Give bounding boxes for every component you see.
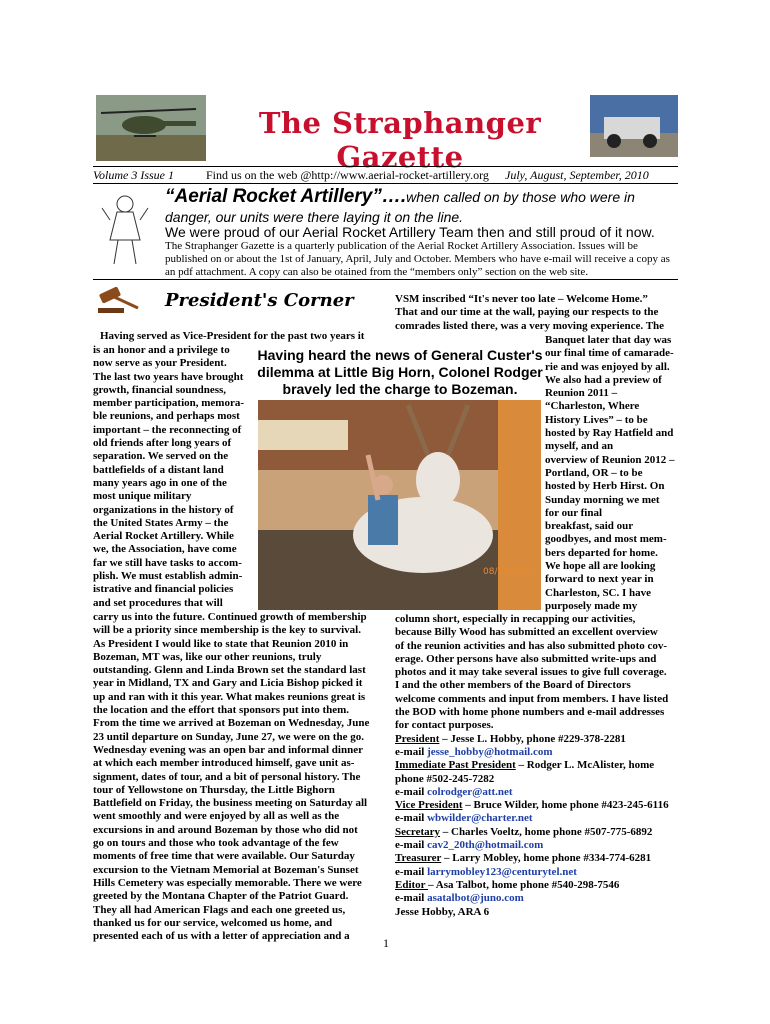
text-line: go on tours and those who took advantage of the few (93, 837, 339, 850)
text-line: for our final (545, 506, 603, 519)
masthead-rule-top (93, 166, 678, 167)
officer-role: Immediate Past President (395, 759, 516, 772)
text-line: overview of Reunion 2012 – (545, 453, 675, 466)
text-line: our final time of camarade- (545, 347, 674, 360)
text-line: hosted by Herb Hirst. On (545, 480, 665, 493)
text-line: member participation, memora- (93, 397, 245, 410)
officer-role: President (395, 732, 440, 745)
email-label: e-mail (395, 785, 428, 798)
text-line: I and the other members of the Board of Directors (395, 679, 631, 692)
officer-role: Treasurer (395, 852, 442, 865)
text-line: Wednesday evening was an open bar and informal dinner (93, 743, 363, 756)
banner-title-sub: when called on by those who were in (406, 189, 635, 205)
text-line: signment, dates of tour, and a bit of personal history. The (93, 770, 361, 783)
right-narrow-column (545, 334, 678, 613)
text-line: of the reunion activities and has also submitted photo cov- (395, 639, 668, 652)
officer-role: Secretary (395, 825, 440, 838)
text-line: ble reunions, and perhaps most (93, 410, 240, 423)
text-line: is an honor and a privilege to (93, 344, 230, 356)
right-lower-column (395, 613, 680, 919)
text-line: organizations in the history of (93, 503, 234, 516)
text-line: rie and was enjoyed by all. (545, 360, 670, 373)
text-line: The last two years have brought (93, 370, 244, 383)
text-line: the United States Army – the (93, 516, 229, 529)
text-line: We hope all are looking (545, 560, 656, 573)
text-line: for contact purposes. (395, 719, 494, 732)
jackalope-photo (258, 400, 541, 610)
gavel-icon (96, 282, 142, 316)
banner-line-2: danger, our units were there laying it on the line. (165, 209, 464, 225)
officer-line (395, 759, 680, 786)
officer-line (395, 826, 680, 839)
banner-title-main: “Aerial Rocket Artillery”…. (165, 186, 407, 207)
officer-list (395, 733, 680, 906)
text-line: VSM inscribed “It's never too late – Welcome Home.” (395, 293, 648, 305)
text-line: Aerial Rocket Artillery. While (93, 530, 234, 543)
text-line: excursions in and around Bozeman by those who did not (93, 823, 358, 836)
text-line: erage. Other persons have also submitted write-ups and (395, 652, 657, 665)
text-line: year in Midland, TX and Gary and Licia Bishop picked it (93, 677, 363, 690)
text-line: History Lives” – to be (545, 413, 648, 426)
text-line: the location and the effort that sponsors put into them. (93, 704, 350, 717)
intro-paragraph: The Straphanger Gazette is a quarterly publication of the Aerial Rocket Artillery Association. Issues will be published on or about the 1st of January, April, July and October. Members who have e-mail will receive a copy as an pdf attachment. A copy can also be otained from the “members only” section on the web site. (165, 240, 670, 278)
text-line: photos and it may take several issues to give full coverage. (395, 666, 667, 679)
text-line: the BOD with home phone numbers and e-mail addresses (395, 706, 665, 719)
text-line: goodbyes, and most mem- (545, 533, 667, 546)
email-label: e-mail (395, 745, 428, 758)
text-line: Charleston, SC. I have (545, 586, 652, 599)
email-label: e-mail (395, 892, 428, 905)
text-line: will be a priority since membership is the key to survival. (93, 624, 361, 637)
officer-line (395, 799, 680, 812)
email-link[interactable]: larrymobley123@centurytel.net (427, 865, 577, 878)
text-line: As President I would like to state that Reunion 2010 in (93, 637, 349, 650)
officer-email-line (395, 786, 680, 799)
right-lower-paragraph (395, 613, 680, 733)
text-line: plish. We must establish admin- (93, 570, 243, 583)
text-line: battlefields of a distant land (93, 463, 224, 476)
officer-role: Vice President (395, 799, 463, 812)
text-line: at which each member introduced himself, gave unit as- (93, 757, 355, 770)
text-line: Battlefield on Friday, the business meeting on Saturday all (93, 797, 368, 810)
text-line: We also had a preview of (545, 373, 662, 386)
text-line: most unique military (93, 490, 192, 503)
website-line[interactable]: Find us on the web @http://www.aerial-rocket-artillery.org (206, 168, 489, 182)
text-line: moments of free time that were available. Our Saturday (93, 850, 355, 863)
text-line: That and our time at the wall, paying our respects to the (395, 306, 659, 319)
text-line: myself, and an (545, 440, 614, 453)
officer-line (395, 852, 680, 865)
officer-details: – Jesse L. Hobby, phone #229-378-2281 (439, 732, 626, 745)
vehicle-photo (590, 95, 678, 157)
officer-details: – Asa Talbot, home phone #540-298-7546 (428, 878, 620, 891)
text-line: carry us into the future. Continued growth of membership (93, 611, 367, 623)
issue-dates: July, August, September, 2010 (505, 168, 649, 182)
text-line: Banquet later that day was (545, 334, 672, 346)
photo-date-stamp: 08/20/2010 (483, 567, 535, 577)
text-line: old friends after long years of (93, 437, 232, 450)
left-wide-column (93, 611, 388, 943)
photo-headline: Having heard the news of General Custer's dilemma at Little Big Horn, Colonel Rodger bravely led the charge to Bozeman. (257, 347, 543, 397)
officer-email-line (395, 892, 680, 905)
officer-details: – Larry Mobley, home phone #334-774-6281 (441, 852, 652, 865)
text-line: many years ago in one of the (93, 476, 227, 489)
text-line: went smoothly and were enjoyed by all as well as the (93, 810, 340, 823)
officer-role: Editor (395, 878, 429, 891)
officer-details: – Rodger L. McAlister, home phone #502-245-7282 (395, 759, 655, 785)
signoff: Jesse Hobby, ARA 6 (395, 905, 490, 918)
email-label: e-mail (395, 812, 428, 825)
text-line: we, the Association, have come (93, 543, 237, 556)
text-line: column short, especially in recapping our activities, (395, 613, 636, 625)
text-line: From the time we arrived at Bozeman on Wednesday, June (93, 717, 370, 730)
masthead-rule-bottom (93, 183, 678, 184)
page-number: 1 (383, 936, 389, 950)
text-line: thanked us for our service, welcomed us home, and (93, 916, 333, 929)
email-link[interactable]: colrodger@att.net (427, 785, 513, 798)
left-column (93, 344, 253, 610)
officer-email-line (395, 866, 680, 879)
text-line: far we still have tasks to accom- (93, 556, 242, 569)
text-line: hosted by Ray Hatfield and (545, 427, 674, 440)
email-link[interactable]: cav2_20th@hotmail.com (427, 839, 544, 852)
officer-details: – Charles Voeltz, home phone #507-775-6892 (440, 825, 653, 838)
newsletter-title: The Straphanger Gazette (258, 106, 542, 174)
text-line: istrative and financial policies (93, 583, 234, 596)
text-line: 23 until departure on Sunday, June 27, we were on the go. (93, 730, 364, 743)
text-line: because Billy Wood has submitted an excellent overview (395, 626, 658, 639)
text-line: now serve as your President. (93, 357, 227, 370)
text-line: tour of Yellowstone on Thursday, the Little Bighorn (93, 783, 335, 796)
officer-line (395, 733, 680, 746)
text-line: Portland, OR – to be (545, 466, 643, 479)
text-line: “Charleston, Where (545, 400, 640, 413)
text-line: growth, financial soundness, (93, 383, 227, 396)
email-label: e-mail (395, 865, 428, 878)
text-line: purposely made my (545, 599, 638, 612)
text-line: up and ran with it this year. What makes reunions great is (93, 690, 366, 703)
text-line: comrades listed there, was a very moving experience. The (395, 319, 665, 332)
email-link[interactable]: wbwilder@charter.net (427, 812, 533, 825)
email-link[interactable]: jesse_hobby@hotmail.com (427, 745, 553, 758)
helicopter-photo (96, 95, 206, 161)
email-label: e-mail (395, 839, 428, 852)
volume-issue: Volume 3 Issue 1 (93, 168, 174, 182)
officer-details: – Bruce Wilder, home phone #423-245-6116 (462, 799, 669, 812)
mascot-sketch (100, 190, 150, 268)
banner-line-3: We were proud of our Aerial Rocket Artillery Team then and still proud of it now. (165, 224, 655, 240)
text-line: separation. We served on the (93, 450, 229, 463)
text-line: Hills Cemetery was especially memorable. There we were (93, 876, 362, 889)
text-line: Sunday morning we met (545, 493, 660, 506)
text-line: important – the reconnecting of (93, 423, 242, 436)
text-line: breakfast, said our (545, 520, 634, 533)
banner-title (165, 186, 635, 208)
officer-line (395, 879, 680, 892)
officer-email-line (395, 812, 680, 825)
text-line: They all had American Flags and each one greeted us, (93, 903, 346, 916)
text-line: and set procedures that will (93, 596, 223, 609)
section-title: President's Corner (165, 290, 354, 311)
vsm-paragraph (395, 293, 675, 333)
text-line: Bozeman, MT was, like our other reunions, truly (93, 650, 322, 663)
officer-email-line (395, 746, 680, 759)
text-line: presented each of us with a letter of appreciation and a (93, 930, 350, 943)
email-link[interactable]: asatalbot@juno.com (427, 892, 524, 905)
president-opening: Having served as Vice-President for the past two years it (100, 330, 365, 342)
text-line: Reunion 2011 – (545, 387, 618, 400)
text-line: greeted by the Montana Chapter of the Patriot Guard. (93, 890, 349, 903)
officer-email-line (395, 839, 680, 852)
text-line: excursion to the Vietnam Memorial at Bozeman's Sunset (93, 863, 359, 876)
text-line: welcome comments and input from members. I have listed (395, 692, 669, 705)
banner-rule (93, 279, 678, 280)
text-line: forward to next year in (545, 573, 654, 586)
text-line: outstanding. Glenn and Linda Brown set the standard last (93, 664, 366, 677)
text-line: bers departed for home. (545, 546, 658, 559)
